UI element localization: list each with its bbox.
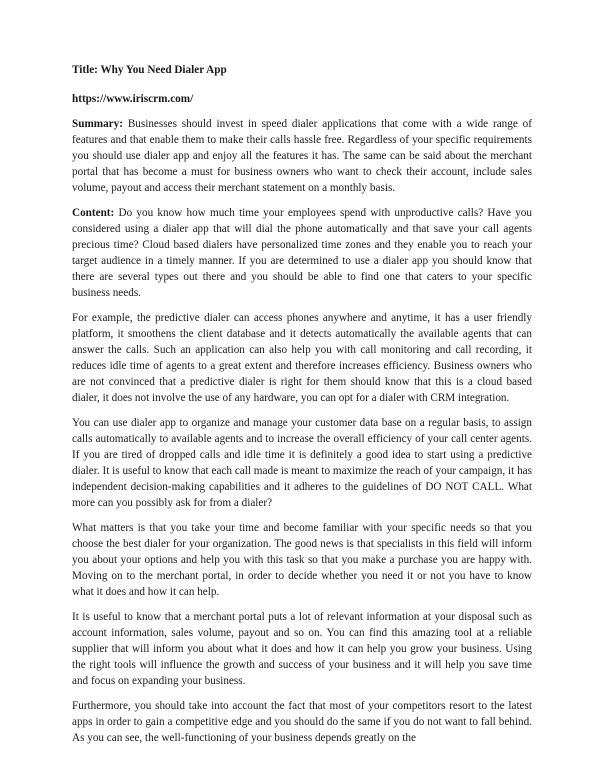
body-paragraph-choose-dialer: What matters is that you take your time and become familiar with your specific needs so that you choose the best dialer for your organization. The good news is that specialists in this field will inform you about your options and help you with this task so that you make a purchase you are happy with. Moving on to the merchant portal, in order to decide whether you need it or not you have to know what it does and how it can help. [72,522,532,598]
document-title: Title: Why You Need Dialer App [72,64,227,76]
content-text: Do you know how much time your employees spend with unproductive calls? Have you considered using a dialer app that will dial the phone automatically and that save your call agents precious time? Cloud based dialers have personalized time zones and they enable you to reach your target audience in a timely manner. If you are determined to use a dialer app you should know that there are several types out there and you should be able to find one that caters to your specific business needs. [72,207,532,299]
summary-text: Businesses should invest in speed dialer applications that come with a wide range of features and that enable them to make their calls hassle free. Regardless of your specific requirements you should use dialer app and enjoy all the features it has. The same can be said about the merchant portal that has become a must for business owners who want to check their account, include sales volume, payout and access their merchant statement on a monthly basis. [72,118,532,194]
body-paragraph-competitors: Furthermore, you should take into account the fact that most of your competitors resort to the latest apps in order to gain a competitive edge and you should do the same if you do not want to fall behind. As you can see, the well-functioning of your business depends greatly on the [72,700,532,744]
source-url: https://www.iriscrm.com/ [72,93,194,105]
summary-paragraph [72,116,532,196]
body-paragraph-merchant-portal: It is useful to know that a merchant portal puts a lot of relevant information at your disposal such as account information, sales volume, payout and so on. You can find this amazing tool at a reliable supplier that will inform you about what it does and how it can help you grow your business. Using the right tools will influence the growth and success of your business and it will help you save time and focus on expanding your business. [72,611,532,687]
summary-label: Summary: [72,118,123,130]
content-label: Content: [72,207,115,219]
document-body [72,62,532,755]
body-paragraph-predictive-dialer: For example, the predictive dialer can access phones anywhere and anytime, it has a user friendly platform, it smoothens the client database and it detects automatically the available agents that can answer the calls. Such an application can also help you with call monitoring and call recording, it reduces idle time of agents to a great extent and therefore increases efficiency. Business owners who are not convinced that a predictive dialer is right for them should know that this is a cloud based dialer, it does not involve the use of any hardware, you can opt for a dialer with CRM integration. [72,312,532,404]
body-paragraph-dialer-app-usage: You can use dialer app to organize and manage your customer data base on a regular basis, to assign calls automatically to available agents and to increase the overall efficiency of your call center agents. If you are tired of dropped calls and idle time it is definitely a good idea to start using a predictive dialer. It is useful to know that each call made is meant to maximize the reach of your campaign, it has independent decision-making capabilities and it adheres to the guidelines of DO NOT CALL. What more can you possibly ask for from a dialer? [72,417,532,509]
content-paragraph [72,205,532,301]
